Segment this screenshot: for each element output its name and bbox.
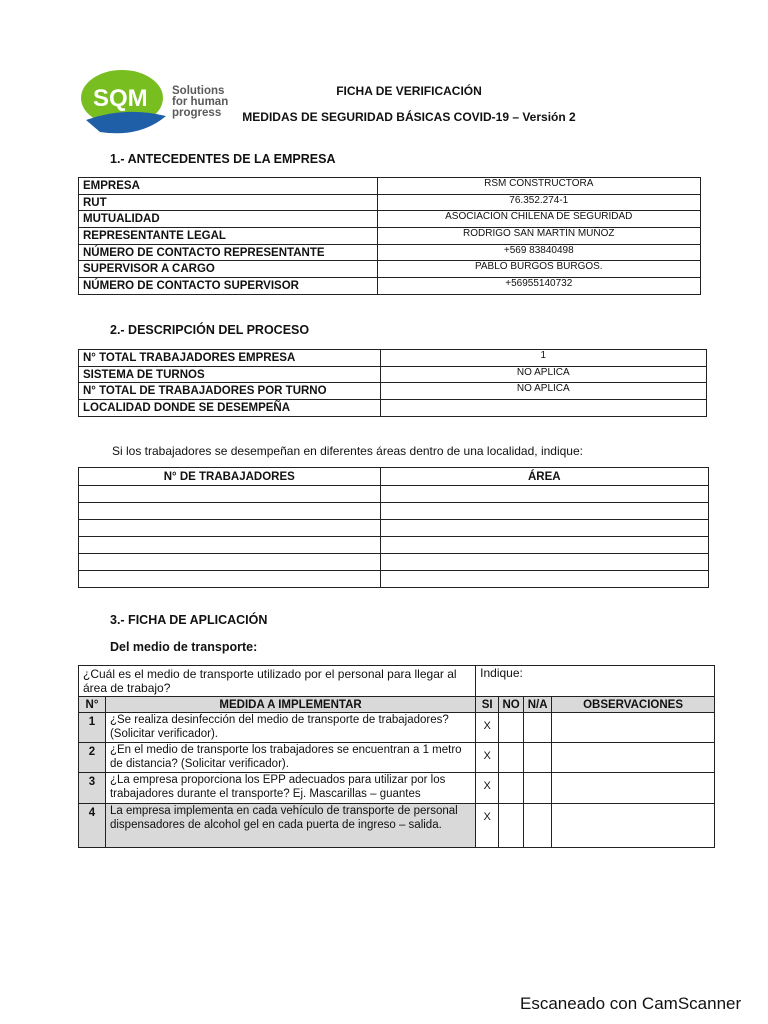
process-label: LOCALIDAD DONDE SE DESEMPEÑA [79,400,381,417]
company-label: NÚMERO DE CONTACTO SUPERVISOR [79,278,378,295]
company-row [79,178,701,195]
section1-heading: 1.- ANTECEDENTES DE LA EMPRESA [110,152,336,166]
measure-number: 2 [79,743,106,773]
document-title: FICHA DE VERIFICACIÓN [336,84,482,98]
area-cell[interactable] [380,554,708,571]
process-label: N° TOTAL DE TRABAJADORES POR TURNO [79,383,381,400]
company-row [79,228,701,245]
tagline-line: Solutions [172,85,225,97]
measure-row [79,773,715,804]
measure-row [79,804,715,848]
transport-answer-cell[interactable] [476,666,715,697]
company-row [79,244,701,261]
si-checkbox[interactable]: X [476,804,499,848]
company-row [79,211,701,228]
measure-number: 4 [79,804,106,848]
section3-heading: 3.- FICHA DE APLICACIÓN [110,613,268,627]
company-row [79,278,701,295]
company-value[interactable]: ASOCIACIÓN CHILENA DE SEGURIDAD [377,211,700,228]
measure-text: La empresa implementa en cada vehículo de transporte de personal dispensadores de alcohol gel en cada puerta de ingreso – salida. [105,804,475,848]
process-table [78,349,707,417]
process-label: SISTEMA DE TURNOS [79,366,381,383]
tagline-line: for human [172,96,229,108]
transport-subheading: Del medio de transporte: [110,640,258,654]
process-value[interactable] [380,400,706,417]
workers-header: N° DE TRABAJADORES [79,468,381,486]
company-value[interactable]: +56955140732 [377,278,700,295]
process-value[interactable]: 1 [380,350,706,367]
workers-cell[interactable] [79,486,381,503]
company-label: MUTUALIDAD [79,211,378,228]
no-checkbox[interactable] [499,804,524,848]
areas-row [79,486,709,503]
obs-header: OBSERVACIONES [552,697,715,713]
process-row [79,350,707,367]
areas-row [79,520,709,537]
company-value[interactable]: PABLO BURGOS BURGOS. [377,261,700,278]
process-row [79,383,707,400]
scanner-watermark: Escaneado con CamScanner [520,994,742,1013]
question-row [79,666,715,697]
tagline-line: progress [172,107,222,119]
measure-text: ¿Se realiza desinfección del medio de transporte de trabajadores? (Solicitar verificador). [105,713,475,743]
measure-number: 3 [79,773,106,804]
n-header: N° [79,697,106,713]
document-subtitle: MEDIDAS DE SEGURIDAD BÁSICAS COVID-19 – Versión 2 [242,110,576,124]
company-value[interactable]: 76.352.274-1 [377,194,700,211]
area-cell[interactable] [380,503,708,520]
company-row [79,194,701,211]
medida-header: MEDIDA A IMPLEMENTAR [105,697,475,713]
area-cell[interactable] [380,486,708,503]
indique-label: Indique: [480,666,523,680]
si-header: SI [476,697,499,713]
process-value[interactable]: NO APLICA [380,383,706,400]
svg-text:SQM: SQM [93,85,148,112]
observations-cell[interactable] [552,743,715,773]
area-cell[interactable] [380,571,708,588]
transport-table [78,665,715,848]
company-value[interactable]: +569 83840498 [377,244,700,261]
si-checkbox[interactable]: X [476,713,499,743]
na-header: N/A [524,697,552,713]
no-checkbox[interactable] [499,713,524,743]
observations-cell[interactable] [552,773,715,804]
process-row [79,366,707,383]
observations-cell[interactable] [552,713,715,743]
company-table [78,177,701,295]
no-header: NO [499,697,524,713]
si-checkbox[interactable]: X [476,773,499,804]
transport-header-row [79,697,715,713]
areas-row [79,503,709,520]
process-value[interactable]: NO APLICA [380,366,706,383]
no-checkbox[interactable] [499,743,524,773]
company-value[interactable]: RSM CONSTRUCTORA [377,178,700,195]
measure-text: ¿En el medio de transporte los trabajadores se encuentran a 1 metro de distancia? (Solicitar verificador). [105,743,475,773]
company-label: REPRESENTANTE LEGAL [79,228,378,245]
si-checkbox[interactable]: X [476,743,499,773]
workers-cell[interactable] [79,571,381,588]
observations-cell[interactable] [552,804,715,848]
company-label: EMPRESA [79,178,378,195]
areas-note: Si los trabajadores se desempeñan en diferentes áreas dentro de una localidad, indique: [112,444,583,458]
process-row [79,400,707,417]
measure-row [79,713,715,743]
na-checkbox[interactable] [524,804,552,848]
company-row [79,261,701,278]
area-cell[interactable] [380,520,708,537]
section2-heading: 2.- DESCRIPCIÓN DEL PROCESO [110,323,310,337]
areas-row [79,554,709,571]
measure-row [79,743,715,773]
na-checkbox[interactable] [524,713,552,743]
na-checkbox[interactable] [524,743,552,773]
company-label: RUT [79,194,378,211]
company-label: SUPERVISOR A CARGO [79,261,378,278]
transport-question: ¿Cuál es el medio de transporte utilizado por el personal para llegar al área de trabajo? [79,666,476,697]
sqm-logo-mark [80,68,175,138]
workers-cell[interactable] [79,520,381,537]
no-checkbox[interactable] [499,773,524,804]
workers-cell[interactable] [79,537,381,554]
measure-text: ¿La empresa proporciona los EPP adecuados para utilizar por los trabajadores durante el transporte? Ej. Mascarillas – guantes [105,773,475,804]
workers-cell[interactable] [79,503,381,520]
na-checkbox[interactable] [524,773,552,804]
process-label: N° TOTAL TRABAJADORES EMPRESA [79,350,381,367]
company-label: NÚMERO DE CONTACTO REPRESENTANTE [79,244,378,261]
areas-table [78,467,709,588]
areas-row [79,571,709,588]
areas-row [79,537,709,554]
measure-number: 1 [79,713,106,743]
area-cell[interactable] [380,537,708,554]
areas-header-row [79,468,709,486]
workers-cell[interactable] [79,554,381,571]
area-header: ÁREA [380,468,708,486]
company-value[interactable]: RODRIGO SAN MARTÍN MUÑOZ [377,228,700,245]
